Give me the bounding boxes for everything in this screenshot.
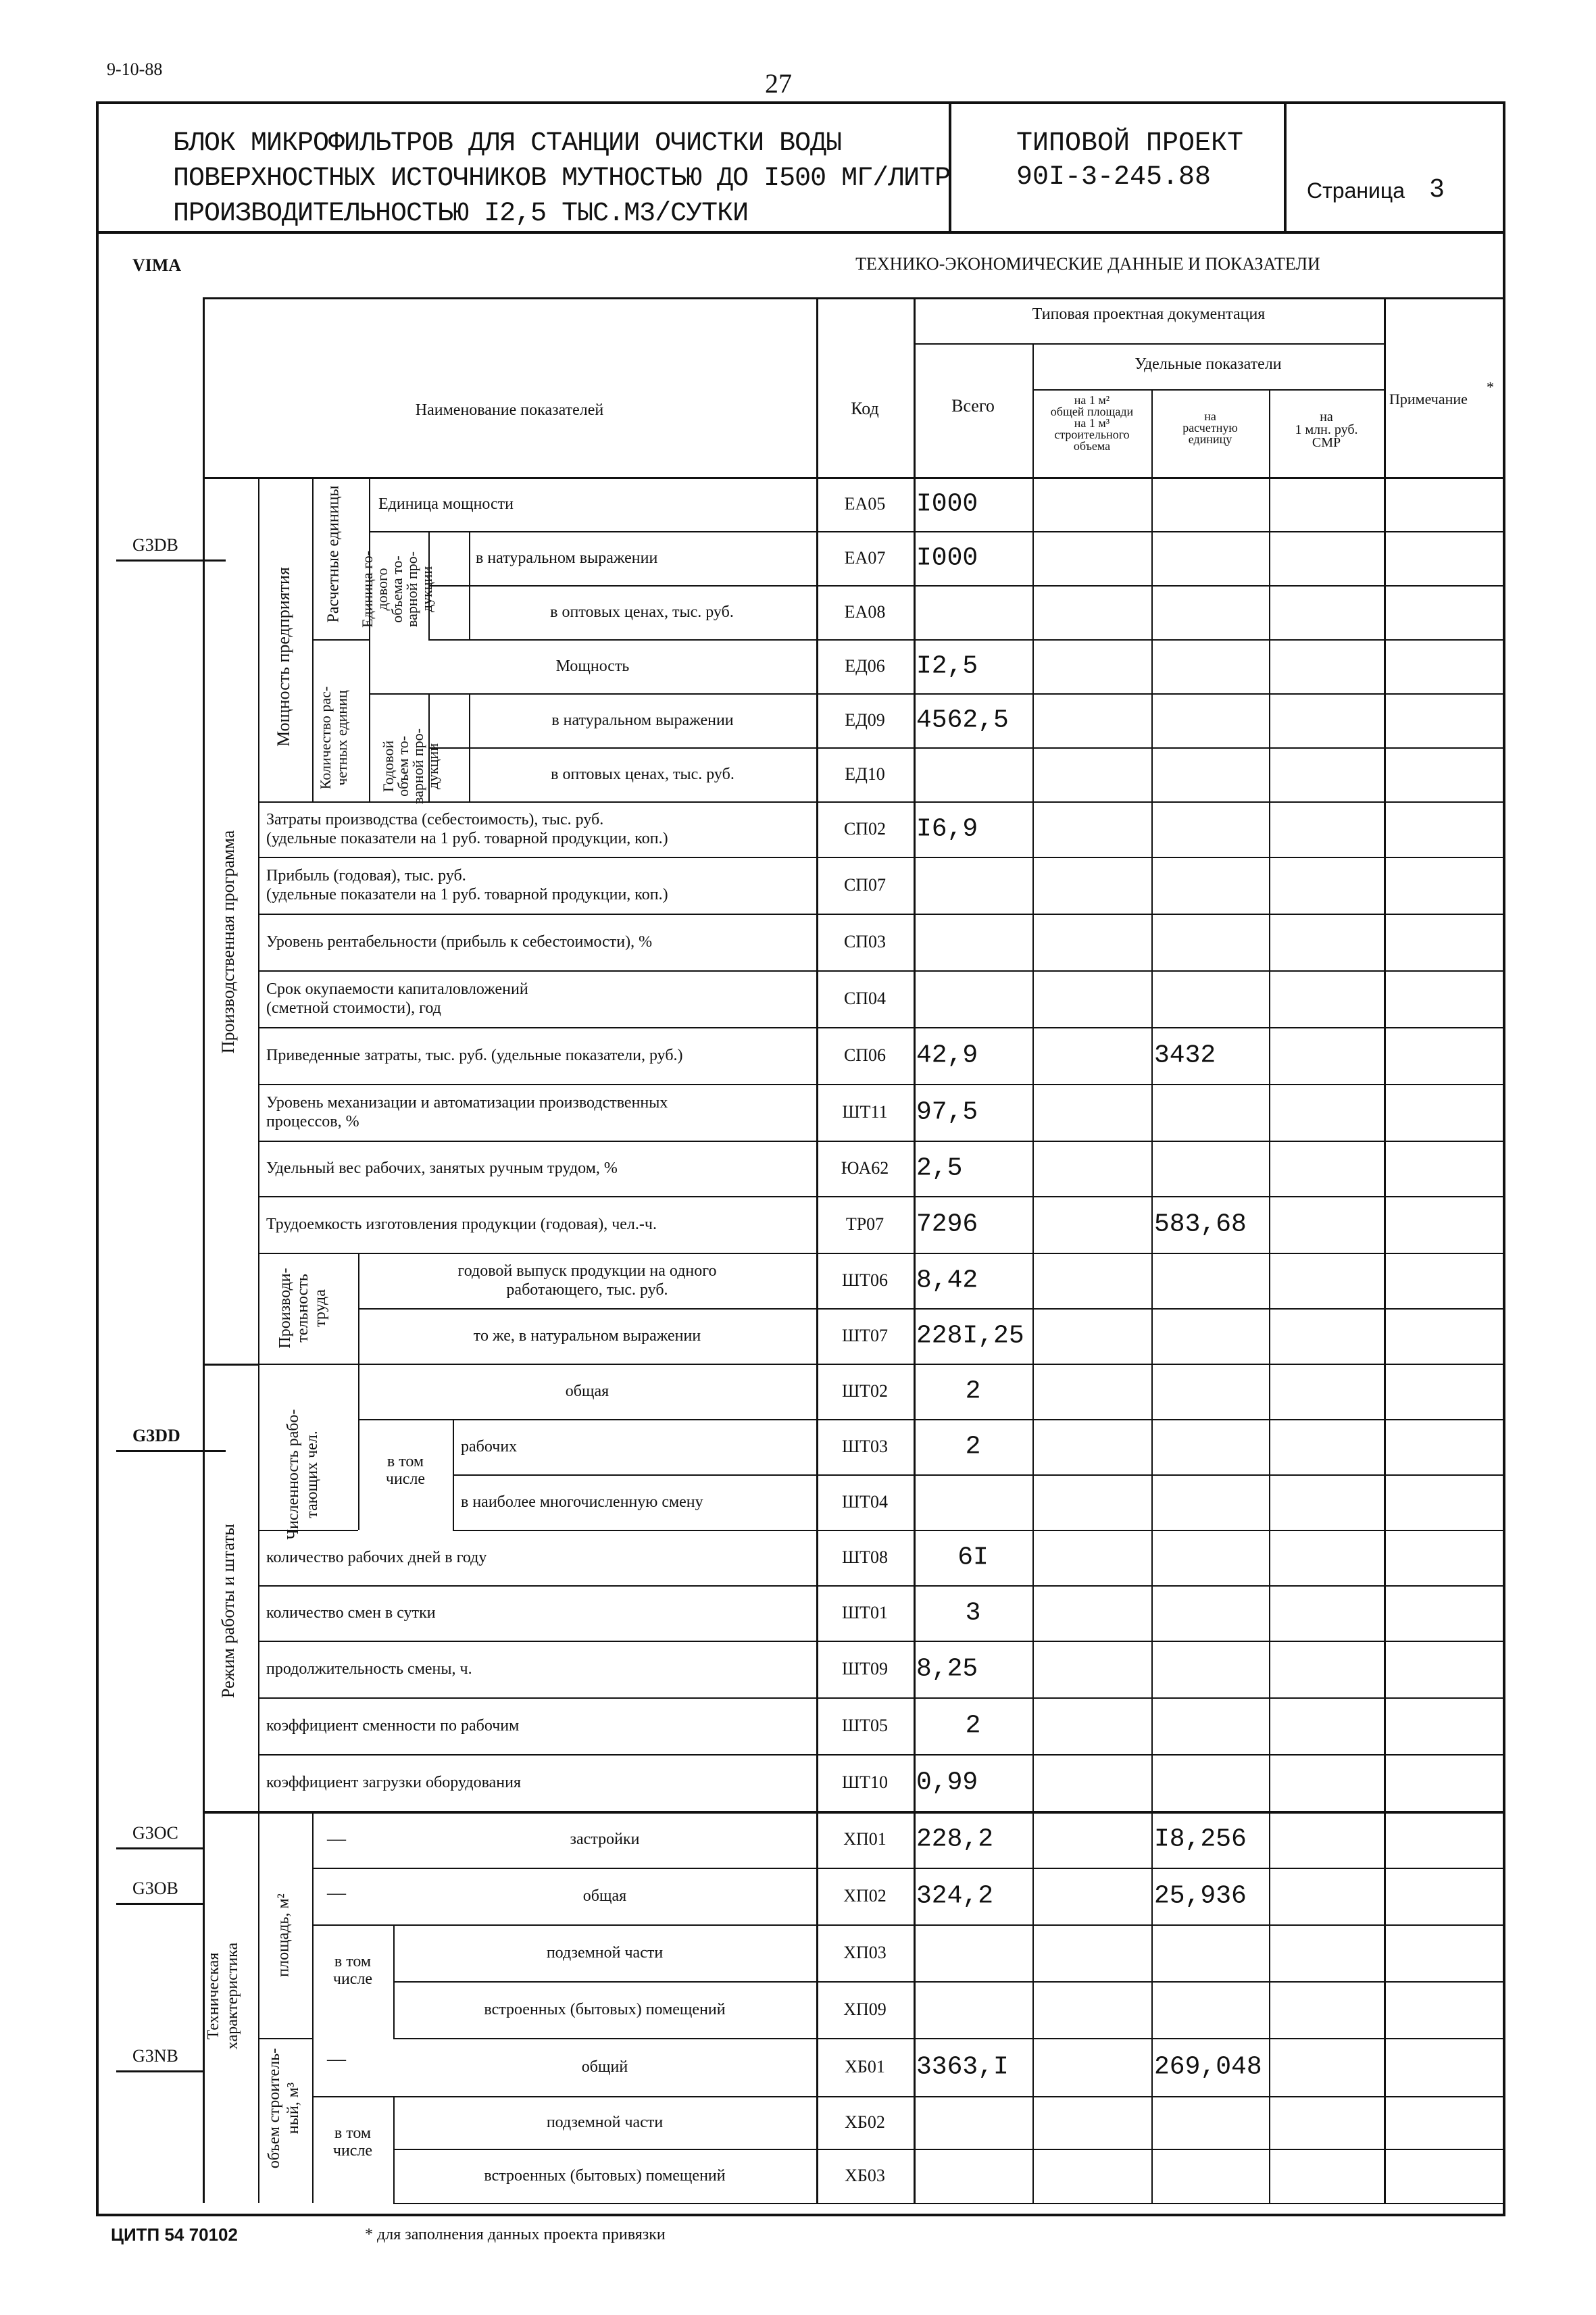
table-row [0,1868,1596,1924]
table-row [0,1924,1596,1981]
row-label: общая [565,1383,609,1400]
row-label: в наиболее многочисленную смену [461,1493,703,1511]
table-row [0,1419,1596,1474]
row-label: продолжительность смены, ч. [266,1660,472,1678]
left-code-g3nb: G3NB [132,2046,178,2066]
row-value-total: 3363,I [916,2052,1009,2082]
row-label: Уровень рентабельности (прибыль к себестоимости), % [266,933,653,951]
table-row [0,1196,1596,1253]
left-code-g3ob: G3OB [132,1878,178,1898]
row-label: общий [581,2058,628,2076]
row-value-unit: I8,256 [1154,1824,1247,1854]
header-total: Всего [951,396,995,416]
table-row [0,639,1596,693]
row-code: ХБ01 [845,2057,885,2076]
row-label: коэффициент сменности по рабочим [266,1717,520,1735]
row-value-total: 97,5 [916,1097,978,1127]
header-typical-docs: Типовая проектная документация [1032,305,1266,323]
row-label: встроенных (бытовых) помещений [484,2001,726,2018]
table-row [0,2149,1596,2203]
table-row [0,1530,1596,1585]
row-label: рабочих [461,1438,518,1455]
row-label: Трудоемкость изготовления продукции (годовая), чел.-ч. [266,1216,657,1233]
row-label: подземной части [546,1944,664,1962]
row-value-total: 8,42 [916,1266,978,1295]
row-value-total: I000 [916,543,978,573]
row-value-total: 2 [965,1432,981,1462]
row-label: Уровень механизации и автоматизации производственных процессов, % [266,1094,668,1130]
row-value-total: 8,25 [916,1654,978,1684]
row-code: ЕА07 [844,548,886,568]
row-value-unit: 583,68 [1154,1210,1247,1239]
group-unit-annual-volume: Единица го- дового объема то- варной про- дукции [359,551,435,628]
table-row [0,1364,1596,1419]
table-row [0,2096,1596,2149]
group-calc-units-qty: Количество рас- четных единиц [317,686,350,790]
table-row [0,585,1596,639]
row-value-total: 228,2 [916,1824,994,1854]
area-in-that: в том числе [332,1953,373,1988]
row-code: ХБ02 [845,2112,885,2132]
group-labor-productivity: Производи- тельность труда [276,1268,329,1349]
table-row [0,801,1596,857]
row-value-unit: 269,048 [1154,2052,1262,2082]
volume-in-that: в том числе [332,2124,373,2160]
row-label: Затраты производства (себестоимость), тыс. руб. (удельные показатели на 1 руб. товарной продукции, коп.) [266,811,668,847]
footer-code: ЦИТП 54 70102 [111,2224,238,2245]
document-date: 9-10-88 [107,59,163,79]
table-row [0,1308,1596,1364]
row-code: ЮА62 [841,1158,889,1178]
section-title: ТЕХНИКО-ЭКОНОМИЧЕСКИЕ ДАННЫЕ И ПОКАЗАТЕЛИ [855,254,1320,274]
project-label: ТИПОВОЙ ПРОЕКТ [1016,128,1244,159]
row-label: годовой выпуск продукции на одного работающего, тыс. руб. [457,1262,717,1299]
row-code: ШТ03 [841,1437,889,1456]
row-code: СП02 [843,819,887,839]
page-value: 3 [1430,174,1445,203]
row-value-unit: 3432 [1154,1041,1216,1070]
row-value-total: 6I [957,1543,989,1572]
header-code: Код [851,399,879,418]
row-code: ХП01 [843,1829,887,1849]
headcount-in-that: в том числе [385,1453,426,1488]
row-code: СП04 [843,989,887,1008]
row-code: ШТ06 [841,1270,889,1290]
header-note-mark: * [1487,378,1494,395]
table-row [0,531,1596,585]
row-label: Мощность [555,657,630,675]
left-code-g3db: G3DB [132,535,178,555]
row-value-total: 42,9 [916,1041,978,1070]
group-tech-char: Техническая характеристика [205,1942,241,2050]
row-value-total: I2,5 [916,651,978,681]
group-headcount: Численность рабо- тающих чел. [284,1409,321,1540]
dash-marker: — [327,2049,346,2070]
left-code-g3dd: G3DD [132,1426,180,1445]
group-area: площадь, м² [274,1893,293,1977]
row-label: в оптовых ценах, тыс. руб. [550,603,734,621]
row-code: ШТ10 [841,1772,889,1792]
row-value-total: 2 [965,1376,981,1406]
row-value-total: I000 [916,489,978,519]
header-name: Наименование показателей [415,401,604,419]
row-value-total: 0,99 [916,1768,978,1797]
table-row [0,477,1596,531]
header-per-m2: на 1 м² общей площади на 1 м³ строительного объема [1050,393,1134,453]
table-row [0,857,1596,914]
row-code: ХБ03 [845,2166,885,2185]
table-row [0,2038,1596,2096]
table-row [0,1474,1596,1530]
group-calc-units: Расчетные единицы [324,485,343,623]
row-code: ЕА08 [844,602,886,622]
row-value-total: 7296 [916,1210,978,1239]
row-code: ЕД06 [845,656,885,676]
header-per-mln: на 1 млн. руб. СМР [1295,409,1358,450]
row-code: ШТ02 [841,1381,889,1401]
row-code: ХП09 [843,1999,887,2019]
footer-note: * для заполнения данных проекта привязки [365,2226,666,2243]
row-code: ЕА05 [844,494,886,514]
row-label: количество смен в сутки [266,1604,436,1622]
table-row [0,970,1596,1027]
row-value-total: 3 [965,1598,981,1628]
row-label: коэффициент загрузки оборудования [266,1774,522,1791]
row-label: в оптовых ценах, тыс. руб. [551,766,734,783]
left-code-g3oc: G3OC [132,1823,178,1843]
row-value-total: 4562,5 [916,705,1009,735]
row-value-total: 324,2 [916,1881,994,1911]
row-label: встроенных (бытовых) помещений [484,2167,726,2185]
row-code: ТР07 [845,1214,884,1234]
row-label: Удельный вес рабочих, занятых ручным трудом, % [266,1160,618,1177]
table-row [0,1141,1596,1196]
group-work-mode: Режим работы и штаты [218,1523,238,1699]
row-value-total: 2 [965,1711,981,1741]
row-label: Единица мощности [378,495,514,513]
section-code: VIMA [132,255,182,275]
row-code: ЕД09 [845,710,885,730]
row-code: СП07 [843,875,887,895]
dash-marker: — [327,1883,346,1903]
row-code: ШТ09 [841,1659,889,1678]
row-label: то же, в натуральном выражении [473,1327,701,1345]
row-label: Приведенные затраты, тыс. руб. (удельные показатели, руб.) [266,1047,683,1064]
row-code: СП06 [843,1045,887,1065]
table-row [0,1084,1596,1141]
table-row [0,1585,1596,1641]
dash-marker: — [327,1828,346,1849]
row-code: ШТ05 [841,1716,889,1735]
row-code: ХП03 [843,1943,887,1962]
row-label: общая [582,1887,627,1905]
group-annual-volume: Годовой объем то- варной про- дукции [380,728,441,805]
document-title-line-2: ПОВЕРХНОСТНЫХ ИСТОЧНИКОВ МУТНОСТЬЮ ДО I500 МГ/ЛИТР [173,164,951,194]
row-value-total: 228I,25 [916,1321,1024,1351]
table-row [0,1981,1596,2038]
row-label: Прибыль (годовая), тыс. руб. (удельные показатели на 1 руб. товарной продукции, коп.) [266,867,668,903]
project-code: 90I-3-245.88 [1016,162,1212,193]
row-code: СП03 [843,932,887,951]
row-label: Срок окупаемости капиталовложений (сметной стоимости), год [266,980,528,1017]
table-row [0,1697,1596,1754]
row-code: ШТ08 [841,1547,889,1567]
document-title-line-1: БЛОК МИКРОФИЛЬТРОВ ДЛЯ СТАНЦИИ ОЧИСТКИ ВОДЫ [173,128,842,159]
header-per-unit: на расчетную единицу [1182,409,1238,446]
table-row [0,693,1596,747]
row-label: подземной части [546,2114,664,2131]
row-code: ШТ01 [841,1603,889,1622]
row-label: в натуральном выражении [476,549,658,567]
table-row [0,1027,1596,1084]
row-code: ХП02 [843,1886,887,1906]
row-code: ШТ11 [842,1102,888,1122]
row-value-total: I6,9 [916,814,978,844]
table-row [0,1754,1596,1811]
table-row [0,1641,1596,1697]
page-number: 27 [765,68,792,99]
page-label: Страница [1307,178,1405,203]
row-label: застройки [570,1831,640,1848]
group-production-program: Производственная программа [218,830,238,1054]
row-label: в натуральном выражении [551,712,734,729]
table-row [0,914,1596,970]
table-row [0,1253,1596,1308]
group-enterprise-capacity: Мощность предприятия [274,567,293,747]
row-code: ЕД10 [845,764,885,784]
row-code: ШТ04 [841,1492,889,1512]
row-label: количество рабочих дней в году [266,1549,487,1566]
table-row [0,1811,1596,1868]
header-specific: Удельные показатели [1134,355,1282,373]
document-title-line-3: ПРОИЗВОДИТЕЛЬНОСТЬЮ I2,5 ТЫС.М3/СУТКИ [173,199,749,229]
header-note: Примечание [1389,391,1468,407]
row-value-total: 2,5 [916,1153,963,1183]
row-value-unit: 25,936 [1154,1881,1247,1911]
table-row [0,747,1596,801]
row-code: ШТ07 [841,1326,889,1345]
group-build-volume: объем строитель- ный, м³ [266,2047,302,2169]
